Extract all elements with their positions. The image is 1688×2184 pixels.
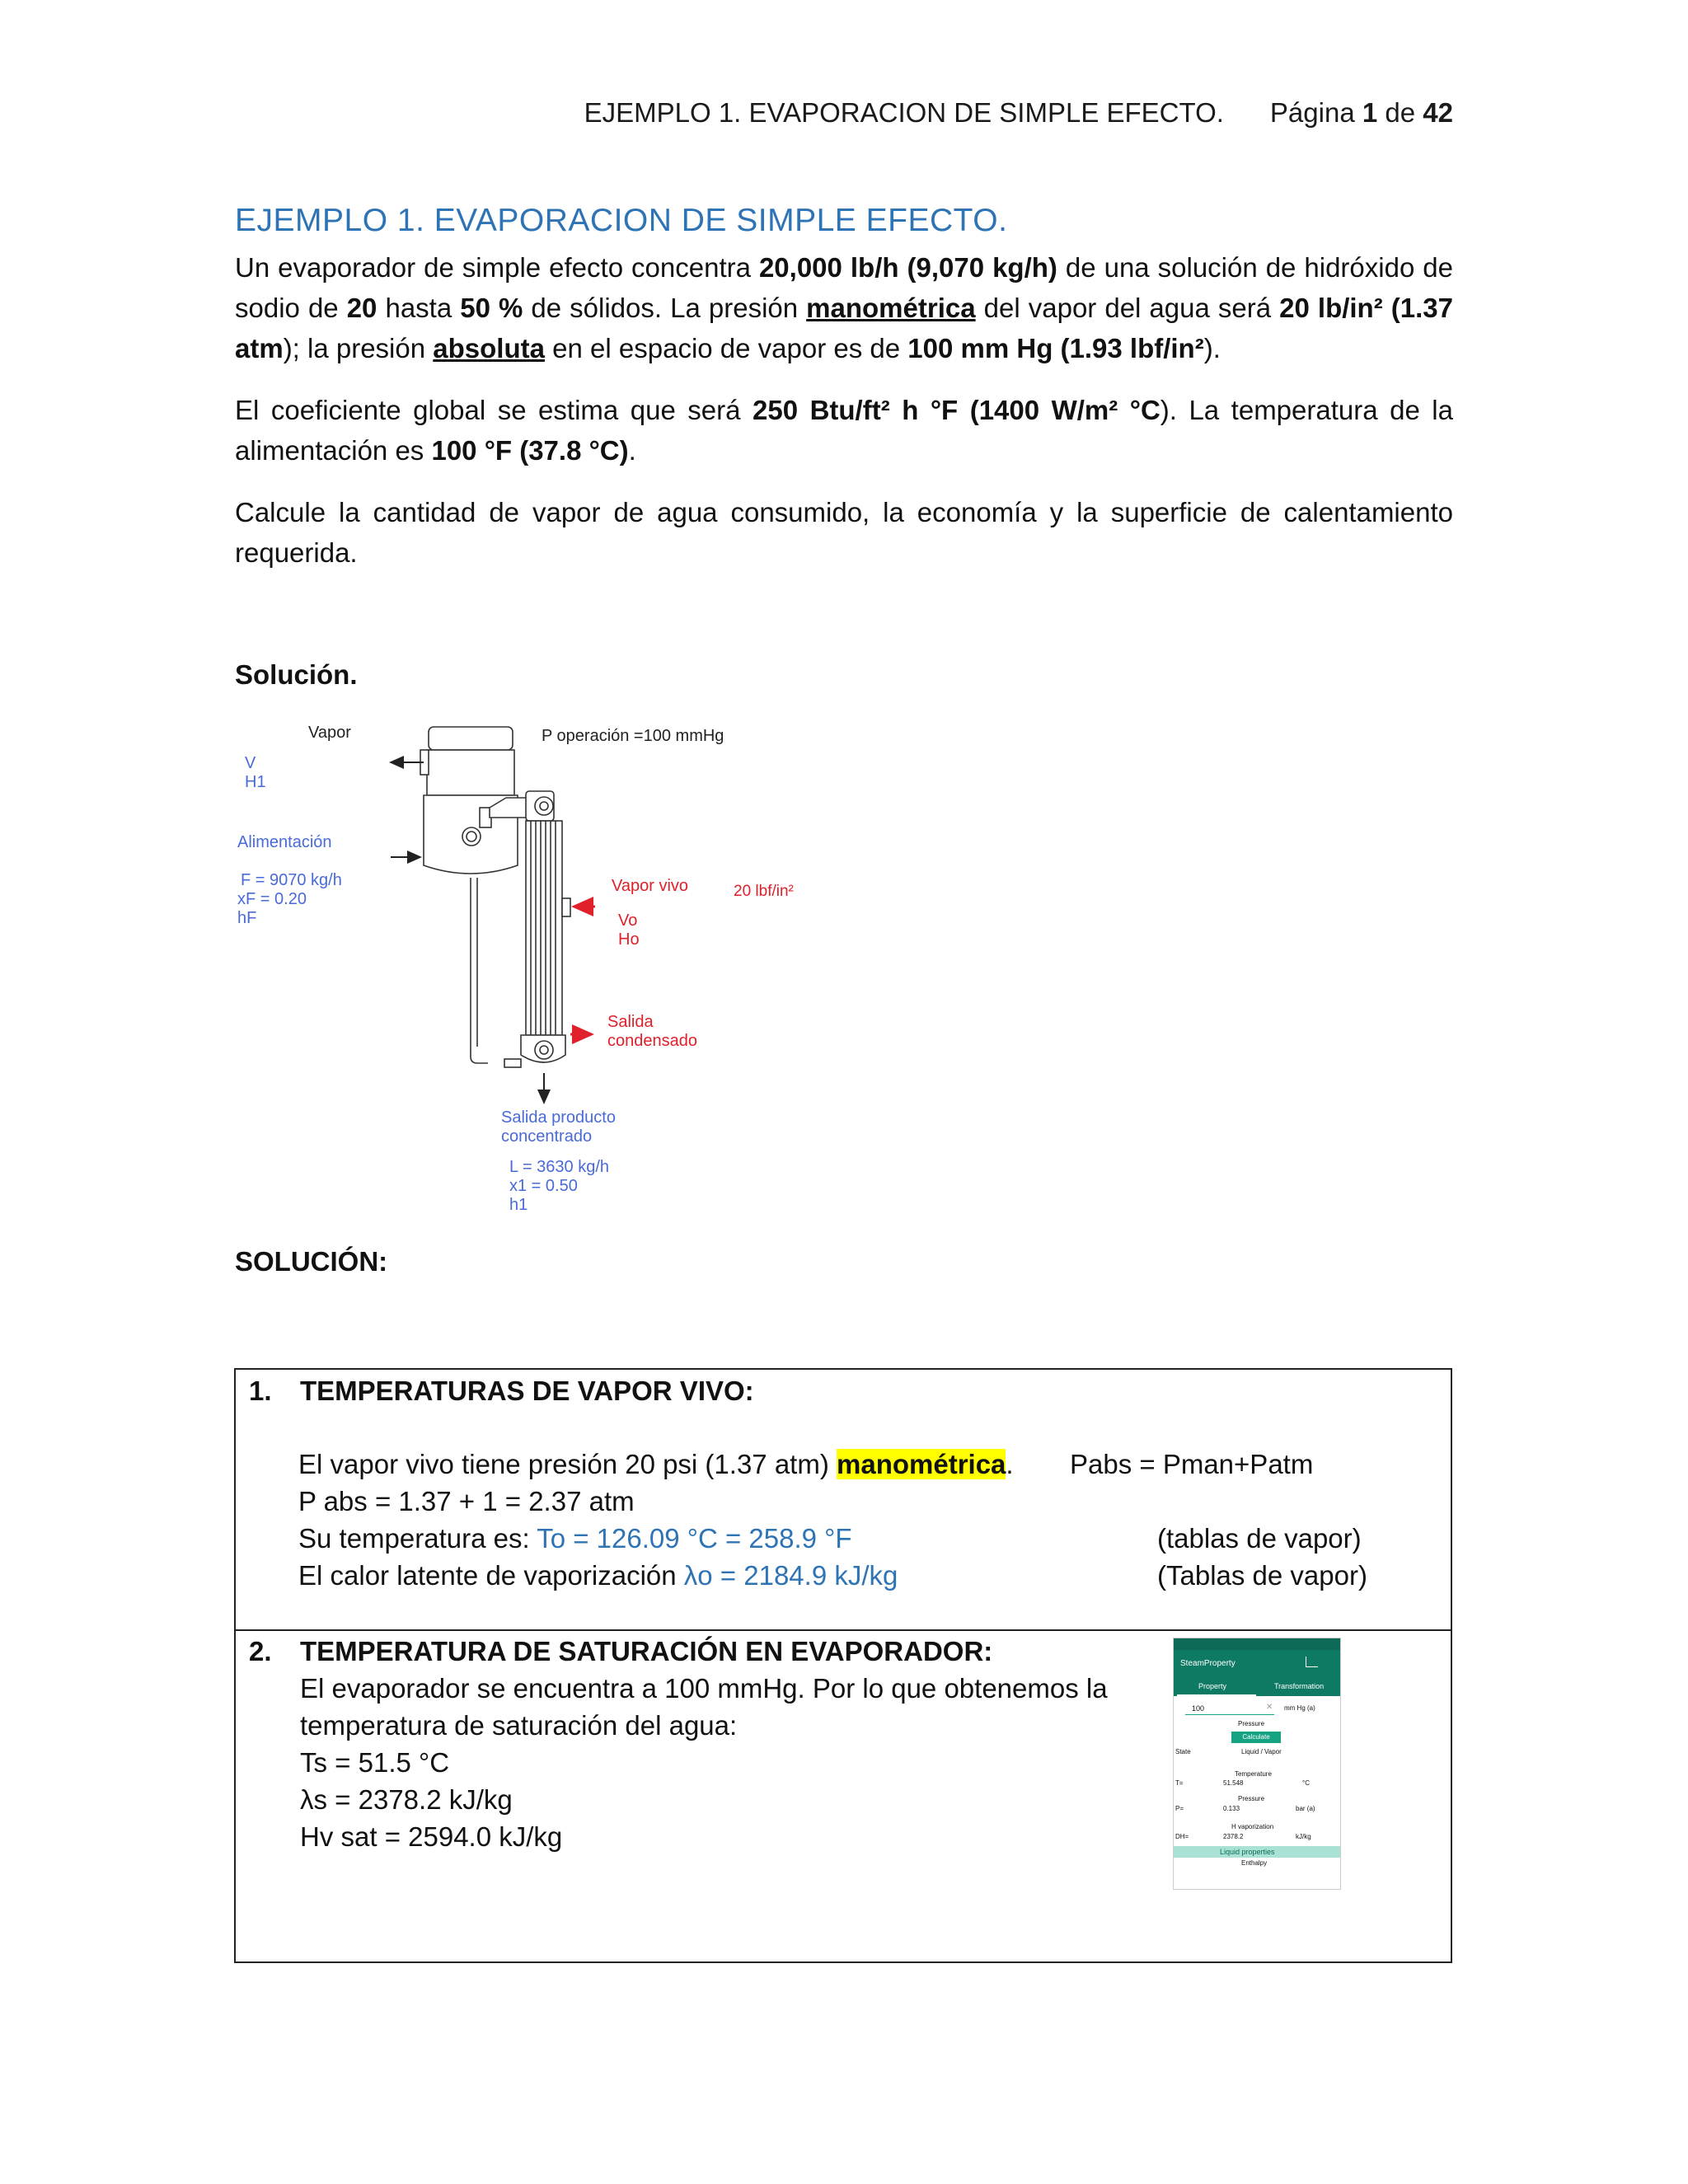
label-concentrado: concentrado [501, 1127, 593, 1146]
pressure-label-2: Pressure [1238, 1795, 1265, 1802]
state-label: State [1175, 1748, 1191, 1755]
step-1-title: TEMPERATURAS DE VAPOR VIVO: [300, 1376, 754, 1406]
label-l: L = 3630 kg/h [509, 1158, 610, 1176]
label-pres: 20 lbf/in² [734, 883, 794, 900]
of-label: de [1385, 97, 1416, 128]
label-f: F = 9070 kg/h [241, 871, 342, 889]
state-value: Liquid / Vapor [1241, 1748, 1282, 1755]
tab-indicator [1177, 1694, 1256, 1696]
solution-box [234, 1368, 1452, 1963]
t-label: T= [1175, 1779, 1184, 1787]
temperature-label: Temperature [1235, 1770, 1272, 1778]
problem-paragraph-3: Calcule la cantidad de vapor de agua consumido, la economía y la superficie de calentamiento requerida. [235, 497, 1453, 568]
problem-paragraph-1: Un evaporador de simple efecto concentra 20,000 lb/h (9,070 kg/h) de una solución de hidróxido de sodio de 20 hasta 50 % de sólidos. La presión manométrica del vapor del agua será 20 lb/in² (1.37 atm); la presión absoluta en el espacio de vapor es de 100 mm Hg (1.93 lbf/in²). [235, 252, 1453, 363]
label-vo: Vo [618, 912, 638, 930]
row-divider [236, 1629, 1451, 1631]
label-h1b: h1 [509, 1196, 528, 1214]
status-bar [1174, 1638, 1340, 1650]
label-vapor: Vapor [308, 724, 351, 742]
label-salida-producto: Salida producto [501, 1108, 616, 1127]
unit-select[interactable]: mm Hg (a) [1284, 1704, 1315, 1712]
step-1-number: 1. [249, 1376, 272, 1406]
calculate-button[interactable]: Calculate [1231, 1732, 1281, 1743]
step-2-number: 2. [249, 1636, 272, 1666]
label-xf: xF = 0.20 [237, 890, 307, 908]
page-header [584, 97, 1453, 129]
tab-property[interactable]: Property [1198, 1682, 1227, 1690]
step-1-line-2: P abs = 1.37 + 1 = 2.37 atm [298, 1486, 635, 1516]
solution-heading-2: SOLUCIÓN: [235, 1246, 388, 1277]
t-value: 51.548 [1223, 1779, 1244, 1787]
page-number: 1 [1362, 97, 1378, 128]
enthalpy-label: Enthalpy [1241, 1859, 1268, 1867]
label-ho: Ho [618, 930, 640, 949]
label-alimentacion: Alimentación [237, 833, 332, 851]
label-p-operacion: P operación =100 mmHg [542, 727, 724, 745]
step-1-ref-2: (Tablas de vapor) [1157, 1560, 1367, 1591]
dh-label: DH= [1175, 1833, 1189, 1840]
chart-icon[interactable] [1306, 1657, 1318, 1667]
label-condensado: condensado [607, 1032, 697, 1050]
step-2-hv: Hv sat = 2594.0 kJ/kg [300, 1821, 563, 1852]
step-1-line-3: Su temperatura es: To = 126.09 °C = 258.9 °F [298, 1523, 852, 1554]
evaporator-body [420, 727, 570, 1067]
step-1-line-1: El vapor vivo tiene presión 20 psi (1.37 atm) manométrica. [298, 1449, 1014, 1479]
t-unit: °C [1302, 1779, 1310, 1787]
step-2-line-1: El evaporador se encuentra a 100 mmHg. Por lo que obtenemos la [300, 1673, 1108, 1704]
label-v: V [245, 754, 256, 772]
problem-paragraph-2: El coeficiente global se estima que será 250 Btu/ft² h °F (1400 W/m² °C). La temperatura de la alimentación es 100 °F (37.8 °C). [235, 395, 1453, 466]
page-total: 42 [1423, 97, 1453, 128]
section-title: EJEMPLO 1. EVAPORACION DE SIMPLE EFECTO. [235, 203, 1008, 238]
tab-transformation[interactable]: Transformation [1274, 1682, 1325, 1690]
p-label: P= [1175, 1805, 1184, 1812]
pressure-input[interactable]: 100 [1192, 1704, 1205, 1713]
h-vaporization-label: H vaporization [1231, 1823, 1274, 1830]
input-underline [1185, 1714, 1274, 1715]
step-1-pabs: Pabs = Pman+Patm [1070, 1449, 1314, 1479]
steam-property-screenshot [1173, 1638, 1341, 1890]
clear-icon[interactable]: ✕ [1266, 1703, 1273, 1712]
step-1-line-4: El calor latente de vaporización λo = 2184.9 kJ/kg [298, 1560, 898, 1591]
step-2-lambda: λs = 2378.2 kJ/kg [300, 1784, 513, 1815]
step-1-ref-1: (tablas de vapor) [1157, 1523, 1362, 1554]
p-value: 0.133 [1223, 1805, 1240, 1812]
p-unit: bar (a) [1296, 1805, 1315, 1812]
header-title: EJEMPLO 1. EVAPORACION DE SIMPLE EFECTO. [584, 97, 1224, 128]
step-2-title: TEMPERATURA DE SATURACIÓN EN EVAPORADOR: [300, 1636, 993, 1666]
solution-heading: Solución. [235, 659, 358, 690]
dh-unit: kJ/kg [1296, 1833, 1311, 1840]
label-hf: hF [237, 909, 257, 927]
page-label: Página [1269, 97, 1355, 128]
app-title: SteamProperty [1180, 1659, 1236, 1668]
label-x1: x1 = 0.50 [509, 1177, 578, 1195]
label-salida: Salida [607, 1013, 654, 1031]
dh-value: 2378.2 [1223, 1833, 1244, 1840]
evaporator-diagram [232, 717, 809, 1228]
step-2-line-2: temperatura de saturación del agua: [300, 1710, 738, 1741]
label-h1: H1 [245, 773, 266, 791]
step-2-ts: Ts = 51.5 °C [300, 1747, 450, 1778]
pressure-label: Pressure [1238, 1720, 1265, 1727]
label-vapor-vivo: Vapor vivo [612, 877, 689, 895]
liquid-properties: Liquid properties [1220, 1848, 1275, 1856]
